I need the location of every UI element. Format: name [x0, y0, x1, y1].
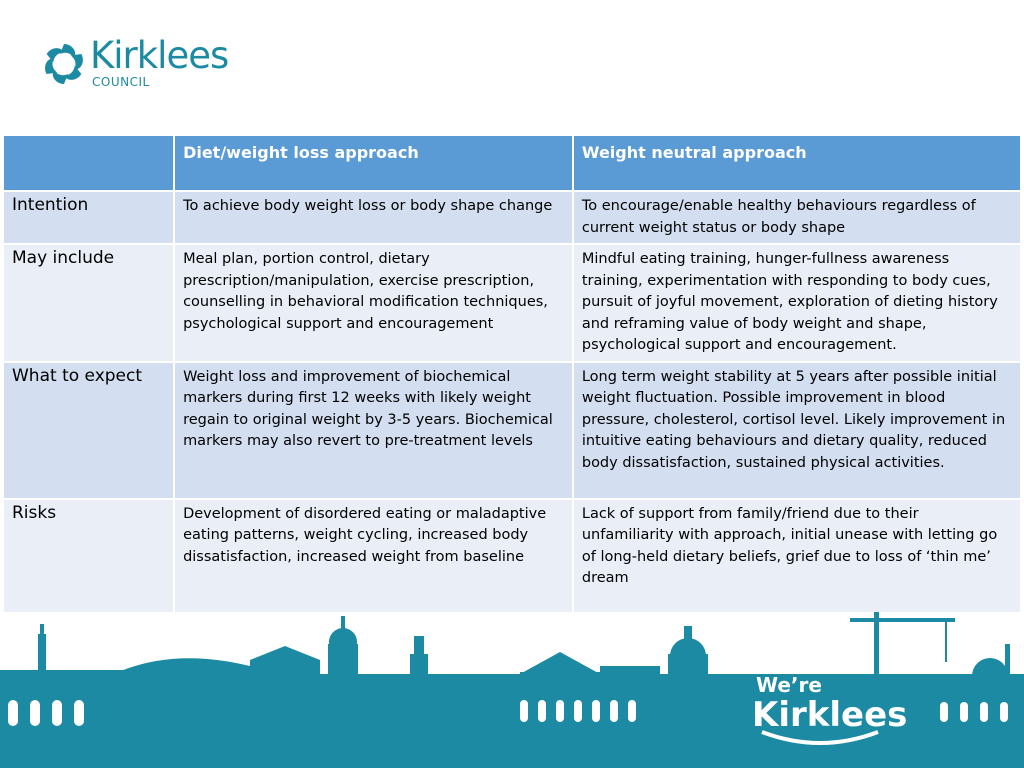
header-cell-diet: Diet/weight loss approach	[174, 135, 573, 191]
table-row	[3, 499, 1021, 613]
table-row	[3, 191, 1021, 244]
footer-brand-line2: Kirklees	[752, 695, 908, 735]
row-label: What to expect	[3, 362, 174, 499]
table-row	[3, 244, 1021, 362]
row-label: Intention	[3, 191, 174, 244]
neutral-cell: Mindful eating training, hunger-fullness awareness training, experimentation with responding to body cues, pursuit of joyful movement, exploration of dieting history and reframing value of body weight and shape, psychological support and encouragement.	[573, 244, 1021, 362]
neutral-cell: Long term weight stability at 5 years after possible initial weight fluctuation. Possible improvement in blood pressure, cholesterol, cortisol level. Likely improvement in intuitive eating behaviours and dietary quality, reduced body dissatisfaction, sustained physical activities.	[573, 362, 1021, 499]
neutral-cell: Lack of support from family/friend due to their unfamiliarity with approach, initial unease with letting go of long-held dietary beliefs, grief due to loss of ‘thin me’ dream	[573, 499, 1021, 613]
footer-brand-line1: We’re	[756, 673, 822, 697]
kirklees-swirl-icon	[42, 42, 86, 86]
diet-cell: Meal plan, portion control, dietary prescription/manipulation, exercise prescription, counselling in behavioral modification techniques, psychological support and encouragement	[174, 244, 573, 362]
kirklees-council-logo	[42, 34, 242, 90]
header-cell-neutral: Weight neutral approach	[573, 135, 1021, 191]
town-skyline-illustration	[0, 604, 1024, 768]
logo-subtitle: COUNCIL	[92, 75, 150, 89]
table-header-row	[3, 135, 1021, 191]
row-label: Risks	[3, 499, 174, 613]
diet-cell: Development of disordered eating or maladaptive eating patterns, weight cycling, increased body dissatisfaction, increased weight from baseline	[174, 499, 573, 613]
logo-name: Kirklees	[90, 34, 229, 77]
diet-cell: Weight loss and improvement of biochemical markers during first 12 weeks with likely weight regain to original weight by 3-5 years. Biochemical markers may also revert to pre-treatment levels	[174, 362, 573, 499]
approach-comparison-table	[2, 134, 1022, 614]
diet-cell: To achieve body weight loss or body shape change	[174, 191, 573, 244]
row-label: May include	[3, 244, 174, 362]
neutral-cell: To encourage/enable healthy behaviours regardless of current weight status or body shape	[573, 191, 1021, 244]
table-row	[3, 362, 1021, 499]
header-cell-empty	[3, 135, 174, 191]
